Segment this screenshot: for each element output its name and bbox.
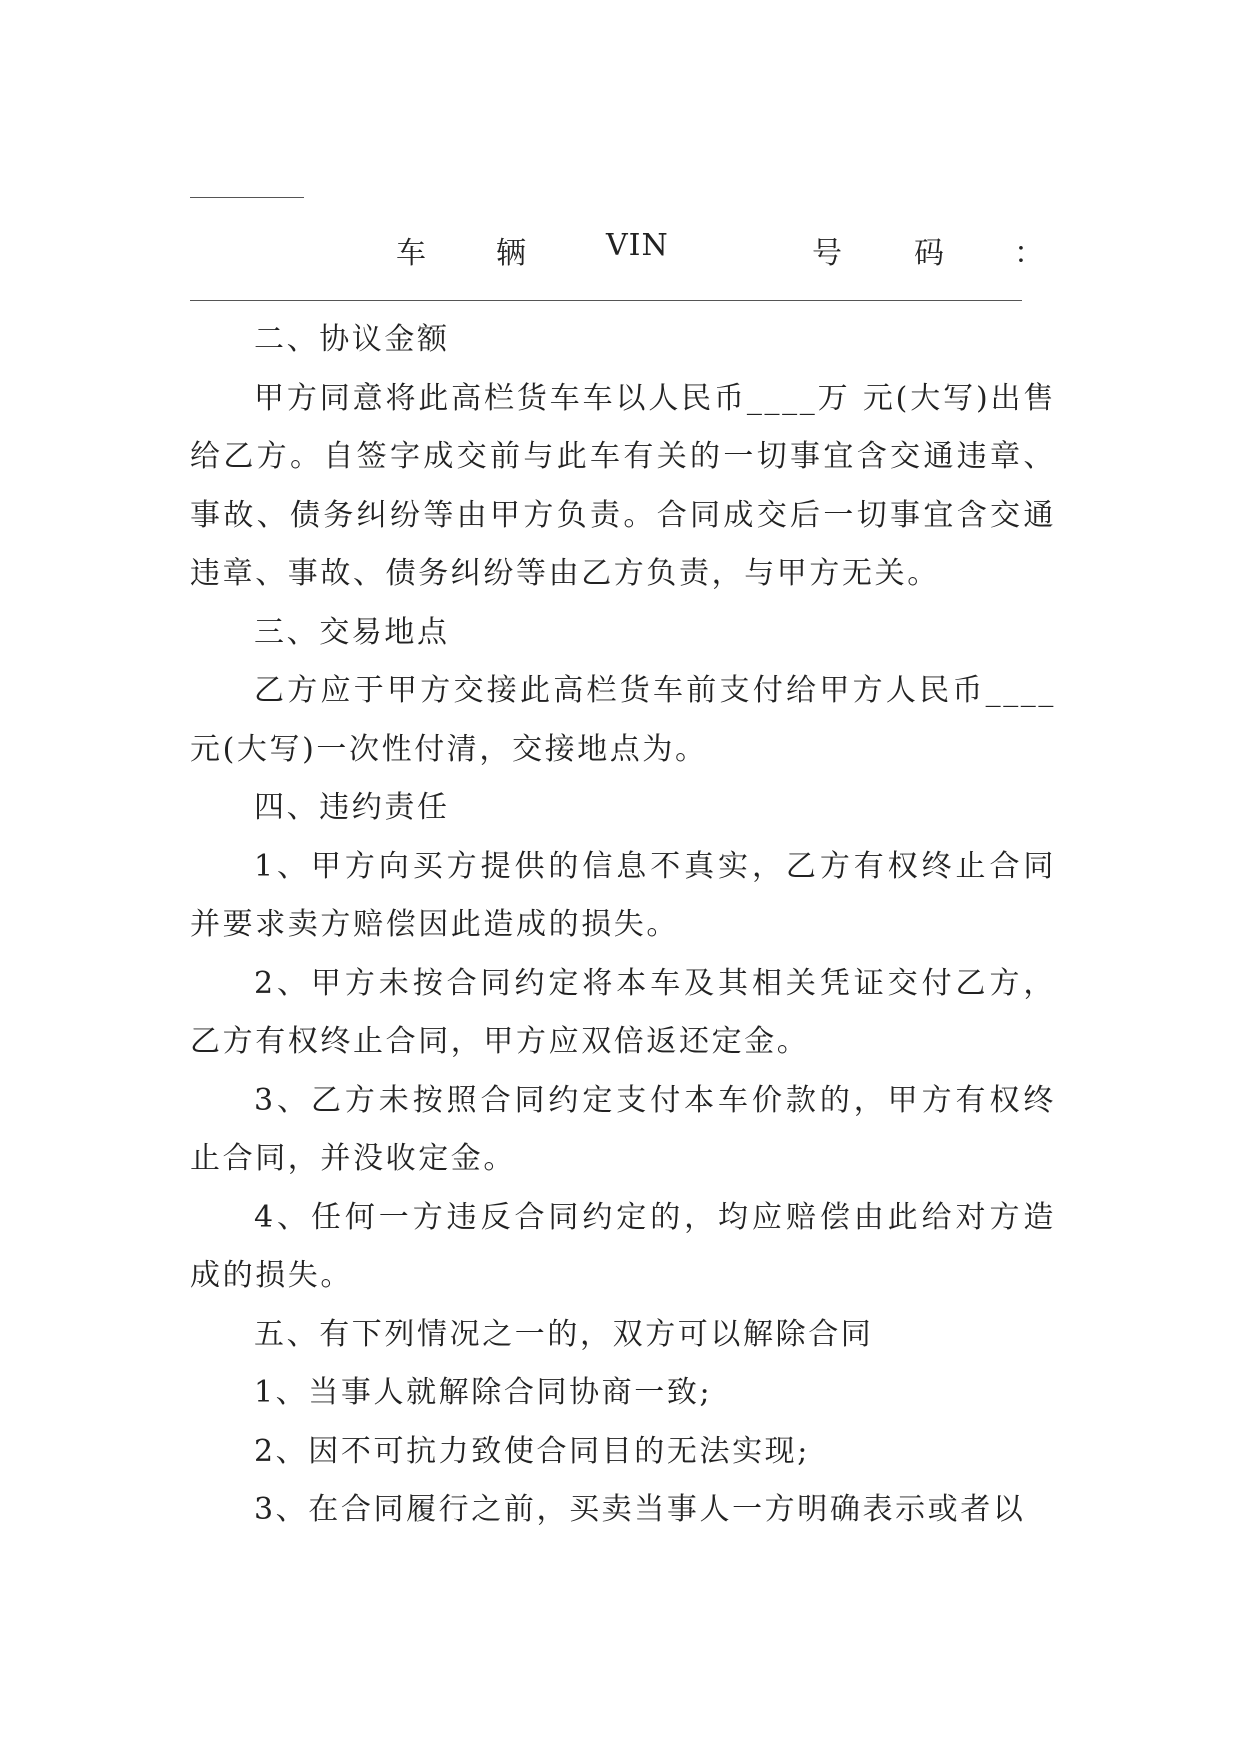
vin-label-colon: ： bbox=[1014, 236, 1045, 271]
liability-item-1: 1、甲方向买方提供的信息不真实，乙方有权终止合同并要求卖方赔偿因此造成的损失。 bbox=[190, 848, 1056, 942]
document-body bbox=[190, 186, 1056, 1540]
liability-item-3: 3、乙方未按照合同约定支付本车价款的，甲方有权终止合同，并没收定金。 bbox=[190, 1082, 1056, 1176]
termination-item-1: 1、当事人就解除合同协商一致; bbox=[254, 1375, 713, 1410]
section-heading-location: 三、交易地点 bbox=[254, 614, 450, 650]
section-heading-liability: 四、违约责任 bbox=[254, 790, 450, 825]
header-blank-rule bbox=[190, 197, 304, 198]
section-heading-amount: 二、协议金额 bbox=[254, 322, 450, 357]
paragraph-amount: 甲方同意将此高栏货车车以人民币____万 元(大写)出售给乙方。自签字成交前与此车有关的一切事宜含交通违章、事故、债务纠纷等由甲方负责。合同成交后一切事宜含交通违章、事故、债务纠纷等由乙方负责，与甲方无关。 bbox=[190, 380, 1056, 591]
liability-item-4: 4、任何一方违反合同约定的，均应赔偿由此给对方造成的损失。 bbox=[190, 1199, 1056, 1293]
vin-label-char-2: 辆 bbox=[496, 236, 527, 271]
paragraph-location: 乙方应于甲方交接此高栏货车前支付给甲方人民币____元(大写)一次性付清，交接地点为。 bbox=[190, 673, 1056, 767]
vin-label-char-4: 号 bbox=[812, 236, 843, 271]
vin-number-line bbox=[190, 228, 1056, 288]
vin-label-char-3: VIN bbox=[606, 228, 669, 263]
liability-item-2: 2、甲方未按合同约定将本车及其相关凭证交付乙方，乙方有权终止合同，甲方应双倍返还定金。 bbox=[190, 965, 1056, 1059]
vin-label-char-5: 码 bbox=[914, 236, 945, 271]
termination-item-2: 2、因不可抗力致使合同目的无法实现; bbox=[254, 1433, 810, 1469]
termination-item-3: 3、在合同履行之前，买卖当事人一方明确表示或者以 bbox=[254, 1492, 1026, 1527]
vin-blank-rule bbox=[190, 300, 1022, 301]
section-heading-termination: 五、有下列情况之一的，双方可以解除合同 bbox=[254, 1316, 874, 1352]
vin-label-char-1: 车 bbox=[396, 236, 427, 271]
